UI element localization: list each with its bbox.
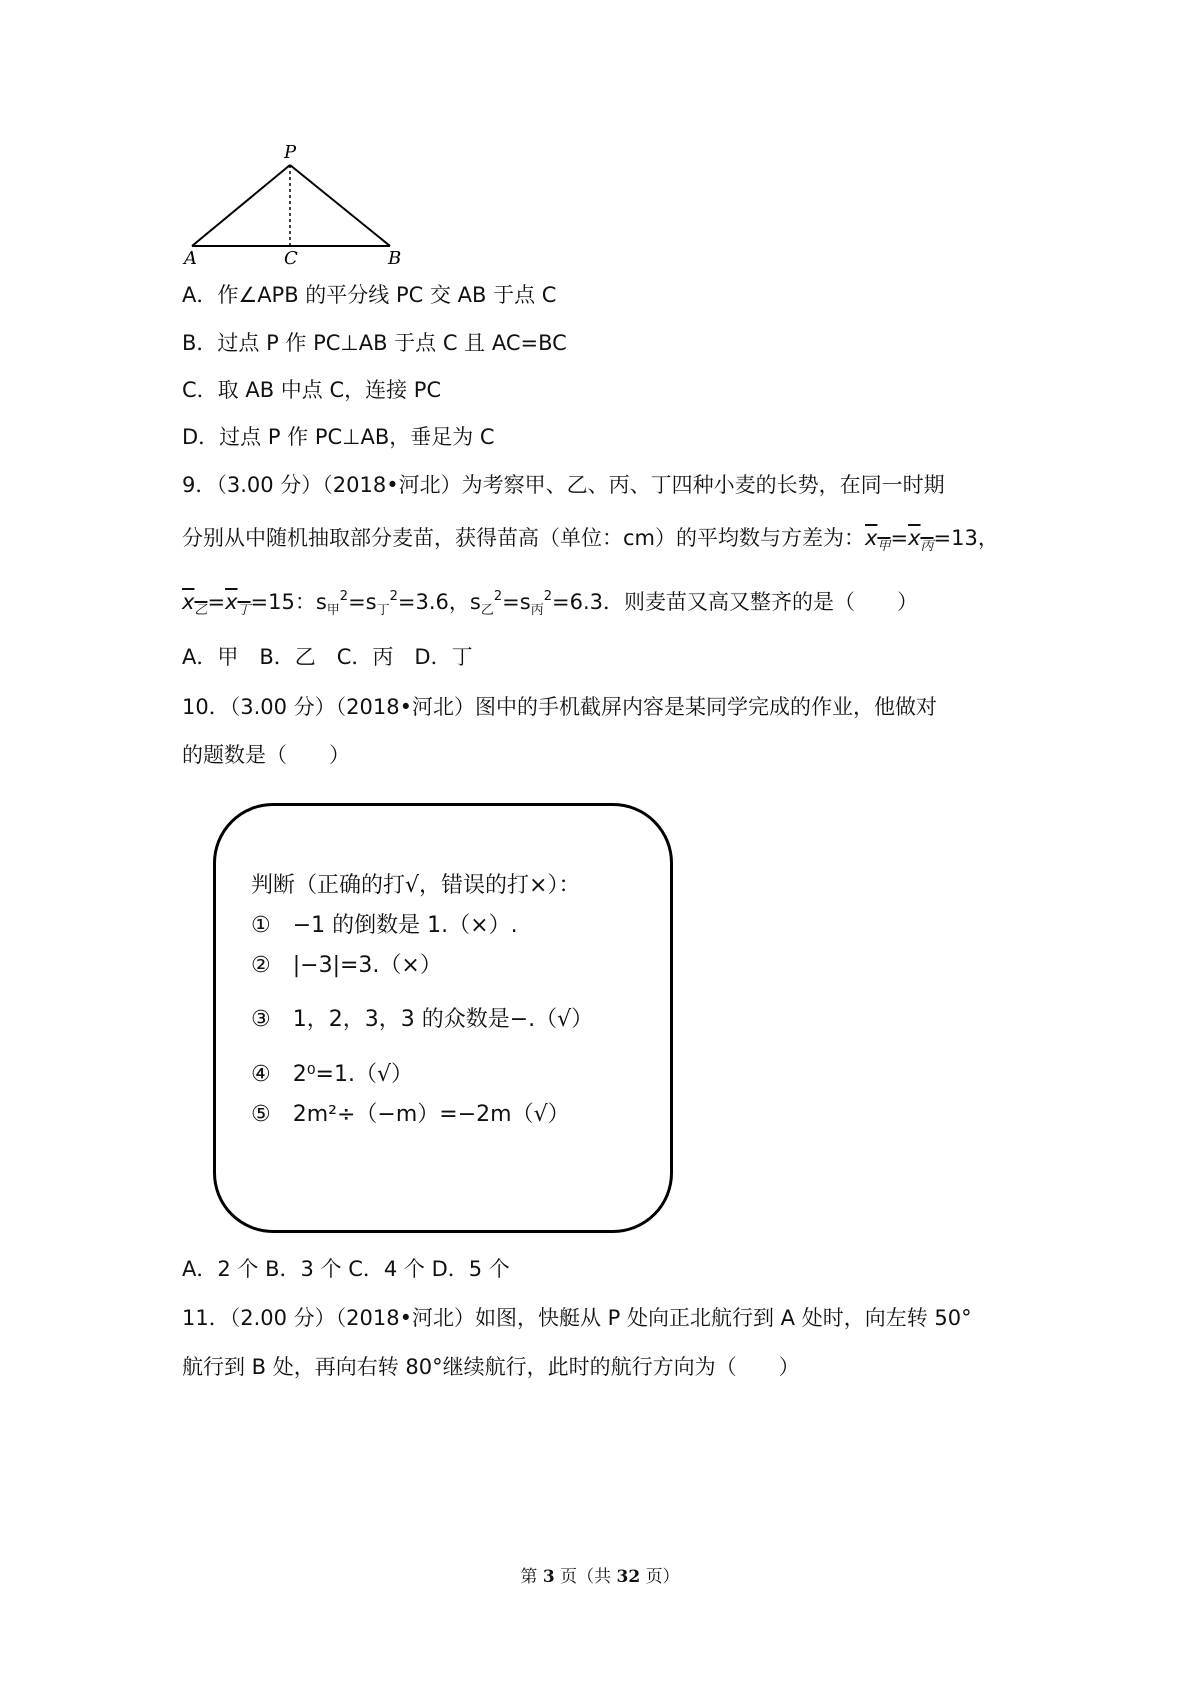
- label-P: P: [284, 142, 297, 163]
- value-13: =13，: [933, 526, 999, 550]
- sub: 丁: [376, 603, 390, 618]
- q9-line2-text: 分别从中随机抽取部分麦苗，获得苗高（单位：cm）的平均数与方差为：: [182, 526, 865, 550]
- phone-line-6: ⑤ 2m²÷（−m）=−2m（√）: [251, 1102, 570, 1127]
- q8-option-a: A．作∠APB 的平分线 PC 交 AB 于点 C: [182, 283, 557, 307]
- total-pages: 32: [616, 1567, 641, 1587]
- q11-line2: 航行到 B 处，再向右转 80°继续航行，此时的航行方向为（ ）: [182, 1355, 800, 1379]
- q10-line2: 的题数是（ ）: [182, 743, 350, 767]
- q10-options: A．2 个 B．3 个 C．4 个 D．5 个: [182, 1257, 510, 1281]
- q8-option-b: B．过点 P 作 PC⊥AB 于点 C 且 AC=BC: [182, 331, 567, 355]
- q9-line3: [182, 582, 918, 626]
- page-footer: [0, 1562, 1200, 1587]
- mean-bing: $x_丙$: [908, 526, 934, 554]
- label-B: B: [388, 248, 402, 269]
- text: =3.6，s: [397, 590, 481, 614]
- q8-option-c: C．取 AB 中点 C，连接 PC: [182, 378, 442, 402]
- page-number: 3: [542, 1567, 555, 1587]
- q10-line1: 10．（3.00 分）（2018•河北）图中的手机截屏内容是某同学完成的作业，他做对: [182, 695, 937, 719]
- text: =15：s: [250, 590, 327, 614]
- footer-mid: 页（共: [560, 1567, 612, 1587]
- mean-ding: $x_丁$: [225, 590, 251, 618]
- q9-line2: [182, 523, 999, 562]
- footer-pre: 第: [520, 1567, 538, 1587]
- q9-line1: 9．（3.00 分）（2018•河北）为考察甲、乙、丙、丁四种小麦的长势，在同一时期: [182, 473, 945, 497]
- q9-options: A．甲 B．乙 C．丙 D．丁: [182, 645, 473, 669]
- sup: 2: [339, 589, 349, 604]
- sup: 2: [493, 589, 503, 604]
- sup: 2: [543, 589, 552, 604]
- footer-post: 页）: [645, 1567, 680, 1587]
- phone-line-2: ① −1 的倒数是 1.（×）.: [251, 913, 518, 938]
- mean-jia: $x_甲$: [865, 526, 891, 554]
- phone-line-1: 判断（正确的打√，错误的打×）：: [251, 873, 581, 898]
- eq: =: [890, 526, 909, 550]
- label-C: C: [284, 248, 298, 269]
- mean-yi: $x_乙$: [182, 590, 208, 618]
- sup: 2: [389, 589, 398, 604]
- text: =6.3．则麦苗又高又整齐的是（ ）: [552, 590, 918, 614]
- q8-option-d: D．过点 P 作 PC⊥AB，垂足为 C: [182, 425, 495, 449]
- triangle-figure: [180, 140, 420, 270]
- sub: 丙: [530, 603, 544, 618]
- phone-line-5: ④ 2⁰=1.（√）: [251, 1062, 413, 1087]
- eq: =: [207, 590, 226, 614]
- sub: 乙: [480, 603, 494, 618]
- sub: 甲: [326, 603, 340, 618]
- text: =s: [348, 590, 377, 614]
- phone-line-3: ② |−3|=3.（×）: [251, 953, 442, 978]
- q11-line1: 11．（2.00 分）（2018•河北）如图，快艇从 P 处向正北航行到 A 处时，向左转 50°: [182, 1306, 972, 1330]
- text: =s: [502, 590, 531, 614]
- phone-line-4: ③ 1，2，3，3 的众数是−.（√）: [251, 1007, 594, 1032]
- label-A: A: [184, 248, 197, 269]
- phone-screenshot: [213, 803, 673, 1233]
